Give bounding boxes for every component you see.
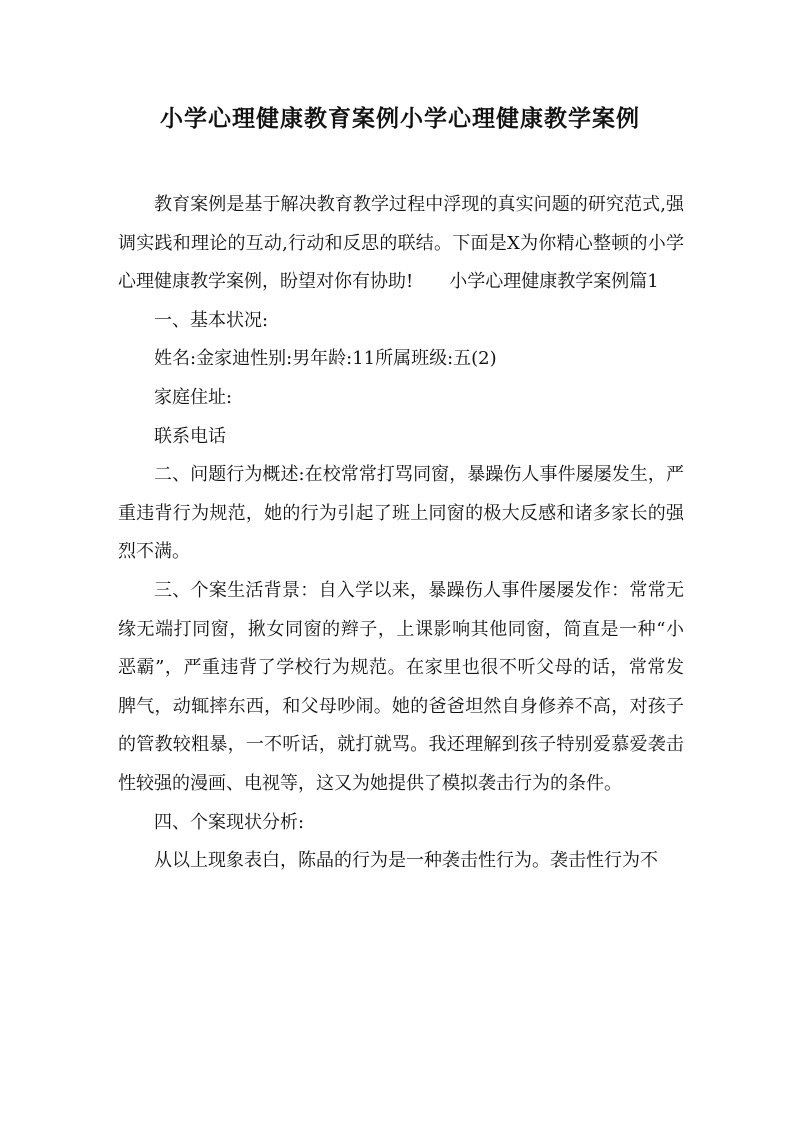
paragraph-analysis: 从以上现象表白，陈晶的行为是一种袭击性行为。袭击性行为不	[154, 850, 658, 872]
paragraph-phone: 联系电话	[154, 425, 226, 447]
document-body	[118, 186, 684, 881]
paragraph-life-background: 三、个案生活背景：自入学以来，暴躁伤人事件屡屡发作：常常无缘无端打同窗，揪女同窗的辫子，上课影响其他同窗，简直是一种“小恶霸”，严重违背了学校行为规范。在家里也很不听父母的话，常常发脾气，动辄摔东西，和父母吵闹。她的爸爸坦然自身修养不高，对孩子的管教较粗暴，一不听话，就打就骂。我还理解到孩子特别爱慕爱袭击性较强的漫画、电视等，这又为她提供了模拟袭击行为的条件。	[118, 579, 684, 794]
paragraph-student-info: 姓名:金家迪性别:男年龄:11所属班级:五(2)	[154, 348, 497, 370]
paragraph-intro: 教育案例是基于解决教育教学过程中浮现的真实问题的研究范式,强调实践和理论的互动,行动和反思的联结。下面是X为你精心整顿的小学心理健康教学案例，盼望对你有协助! 小学心理健康教学案例篇1	[118, 194, 684, 293]
paragraph-problem-overview: 二、问题行为概述:在校常常打骂同窗，暴躁伤人事件屡屡发生，严重违背行为规范，她的行为引起了班上同窗的极大反感和诸多家长的强烈不满。	[118, 464, 684, 563]
paragraph-analysis-heading: 四、个案现状分析:	[154, 811, 305, 833]
document-title: 小学心理健康教育案例小学心理健康教学案例	[160, 105, 640, 132]
paragraph-basic-info-heading: 一、基本状况:	[154, 309, 269, 331]
paragraph-home-address: 家庭住址:	[154, 386, 233, 408]
